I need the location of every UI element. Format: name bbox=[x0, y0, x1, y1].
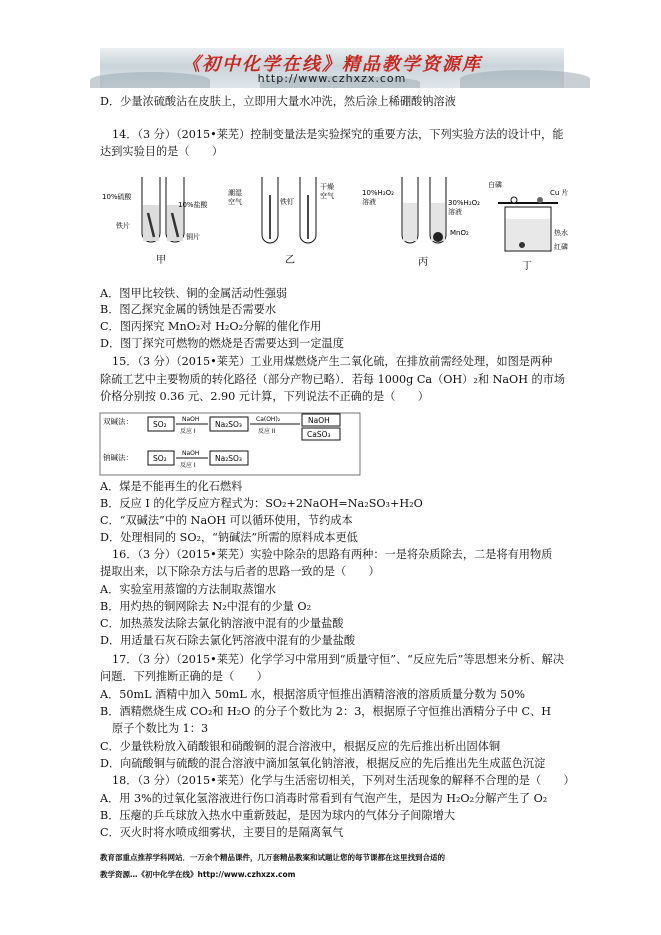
reaction1-text: 反应 I bbox=[180, 428, 196, 435]
q16-stem-2: 提取出来，以下除杂方法与后者的思路一致的是（ ） bbox=[100, 565, 380, 578]
q18-option-c: C．灭火时将水喷成细雾状，主要目的是隔离氧气 bbox=[100, 826, 344, 839]
q14-option-c: C．图丙探究 MnO₂对 H₂O₂分解的催化作用 bbox=[100, 320, 322, 333]
label: 潮湿 bbox=[228, 189, 242, 197]
q14-stem-2: 达到实验目的是（ ） bbox=[100, 145, 224, 158]
q17-option-c: C．少量铁粉放入硝酸银和硝酸铜的混合溶液中，根据反应的先后推出析出固体铜 bbox=[100, 740, 501, 753]
label: 干燥 bbox=[320, 183, 334, 191]
label: 溶液 bbox=[362, 198, 376, 206]
q17-stem-2: 问题．下列推断正确的是（ ） bbox=[100, 670, 268, 683]
q18-option-a: A．用 3%的过氧化氢溶液进行伤口消毒时常看到有气泡产生，是因为 H₂O₂分解产生了 O₂ bbox=[100, 792, 548, 805]
na2so3-text: Na₂SO₃ bbox=[215, 454, 242, 463]
so2-text: SO₂ bbox=[153, 454, 167, 463]
caption: 甲 bbox=[156, 255, 166, 266]
q17-option-a: A．50mL 酒精中加入 50mL 水，根据溶质守恒推出酒精溶液的溶质质量分数为 50% bbox=[100, 688, 525, 701]
caso3-text: CaSO₃ bbox=[307, 430, 331, 439]
q15-option-a: A．煤是不能再生的化石燃料 bbox=[100, 480, 243, 493]
footer-line-1: 教育部重点推荐学科网站．一万余个精品课件，几万套精品教案和试题让您的每节课都在这里找到合适的 bbox=[100, 853, 445, 862]
label: 热水 bbox=[554, 229, 568, 237]
label: 10%H₂O₂ bbox=[362, 189, 394, 197]
phosphorus-underwater bbox=[519, 242, 525, 248]
q15-option-d: D．处理相同的 SO₂，“钠碱法”所需的原料成本更低 bbox=[100, 531, 358, 544]
label: 10%硫酸 bbox=[102, 193, 132, 201]
q16-option-b: B．用灼热的铜网除去 N₂中混有的少量 O₂ bbox=[100, 600, 312, 613]
figure-bing bbox=[362, 177, 480, 268]
q17-option-b: B．酒精燃烧生成 CO₂和 H₂O 的分子个数比为 2：3，根据原子守恒推出酒精分子中 C、H bbox=[100, 705, 551, 718]
red-phosphorus bbox=[537, 197, 543, 203]
q16-stem: 16．（3 分）（2015•莱芜）实验中除杂的思路有两种：一是将杂质除去，二是将有用物质 bbox=[112, 548, 553, 561]
q17-stem: 17．（3 分）（2015•莱芜）化学学习中常用到“质量守恒”、“反应先后”等思想来分析、解决 bbox=[112, 653, 565, 666]
q15-stem: 15．（3 分）（2015•莱芜）工业用煤燃烧产生二氧化硫，在排放前需经处理，如图是两种 bbox=[112, 355, 553, 368]
mno2-powder bbox=[433, 232, 443, 242]
label: 溶液 bbox=[448, 208, 462, 216]
label: 白磷 bbox=[488, 181, 502, 189]
label: 10%盐酸 bbox=[178, 201, 208, 209]
banner-url[interactable]: http://www.czhxzx.com bbox=[257, 72, 407, 85]
double-alkali-label: 双碱法： bbox=[103, 417, 133, 426]
liquid bbox=[403, 203, 417, 241]
caption: 乙 bbox=[285, 255, 295, 266]
q14-option-d: D．图丁探究可燃物的燃烧是否需要达到一定温度 bbox=[100, 337, 344, 350]
q14-option-a: A．图甲比较铁、铜的金属活动性强弱 bbox=[100, 287, 288, 300]
label: 空气 bbox=[320, 192, 334, 200]
q15-option-b: B．反应 I 的化学反应方程式为：SO₂+2NaOH=Na₂SO₃+H₂O bbox=[100, 497, 423, 510]
caoh2-text: Ca(OH)₂ bbox=[256, 416, 281, 423]
figure-ding bbox=[488, 180, 569, 272]
q17-option-d: D．向硫酸铜与硫酸的混合溶液中滴加氢氧化钠溶液，根据反应的先后推出先生成蓝色沉淀 bbox=[100, 757, 546, 770]
q14-stem: 14．（3 分）（2015•莱芜）控制变量法是实验探究的重要方法，下列实验方法的设计中，能 bbox=[112, 128, 564, 141]
q17-option-b-cont: 原子个数比为 1：3 bbox=[112, 722, 209, 735]
footer-line-2: 教学资源…《初中化学在线》http://www.czhxzx.com bbox=[100, 870, 296, 879]
naoh-text: NaOH bbox=[182, 416, 200, 423]
label: 铁钉 bbox=[280, 198, 294, 206]
naoh-text: NaOH bbox=[182, 450, 200, 457]
label: 空气 bbox=[228, 198, 242, 206]
naoh-out-text: NaOH bbox=[308, 416, 330, 425]
sodium-alkali-label: 钠碱法： bbox=[103, 453, 133, 462]
label: 铁片 bbox=[116, 222, 130, 230]
reaction1-text: 反应 I bbox=[180, 462, 196, 469]
q15-option-c: C．“双碱法”中的 NaOH 可以循环使用，节约成本 bbox=[100, 514, 353, 527]
reaction2-text: 反应 II bbox=[258, 428, 276, 435]
figure-jia bbox=[102, 177, 209, 266]
caption: 丙 bbox=[418, 257, 428, 268]
q15-stem-3: 价格分别按 0.36 元、2.90 元计算，下列说法不正确的是（ ） bbox=[100, 390, 429, 403]
label: 红磷 bbox=[554, 243, 568, 251]
q15-flow-diagram bbox=[100, 413, 360, 475]
figure-yi bbox=[228, 177, 334, 266]
caption: 丁 bbox=[522, 261, 532, 272]
header-banner bbox=[100, 48, 564, 88]
label: 铜片 bbox=[186, 233, 200, 241]
label: MnO₂ bbox=[450, 229, 469, 237]
white-phosphorus bbox=[511, 197, 517, 203]
label: Cu 片 bbox=[550, 189, 569, 197]
q16-option-a: A．实验室用蒸馏的方法制取蒸馏水 bbox=[100, 583, 276, 596]
q16-option-d: D．用适量石灰石除去氯化钙溶液中混有的少量盐酸 bbox=[100, 634, 356, 647]
q16-option-c: C．加热蒸发法除去氯化钠溶液中混有的少量盐酸 bbox=[100, 617, 344, 630]
q14-option-b: B．图乙探究金属的锈蚀是否需要水 bbox=[100, 303, 277, 316]
q14-figures bbox=[102, 173, 580, 283]
na2so3-text: Na₂SO₃ bbox=[215, 420, 242, 429]
prev-option-d: D．少量浓硫酸沾在皮肤上，立即用大量水冲洗，然后涂上稀硼酸钠溶液 bbox=[100, 95, 456, 108]
q18-option-b: B．压瘪的乒乓球放入热水中重新鼓起，是因为球内的气体分子间隙增大 bbox=[100, 809, 456, 822]
banner-title: 《初中化学在线》精品教学资源库 bbox=[182, 54, 482, 75]
q18-stem: 18．（3 分）（2015•莱芜）化学与生活密切相关，下列对生活现象的解释不合理的是（ ） bbox=[112, 774, 575, 787]
hot-water bbox=[506, 219, 550, 250]
q15-stem-2: 除硫工艺中主要物质的转化路径（部分产物已略）．若每 1000g Ca（OH）₂和 NaOH 的市场 bbox=[100, 373, 566, 386]
label: 30%H₂O₂ bbox=[448, 199, 480, 207]
so2-text: SO₂ bbox=[153, 420, 167, 429]
